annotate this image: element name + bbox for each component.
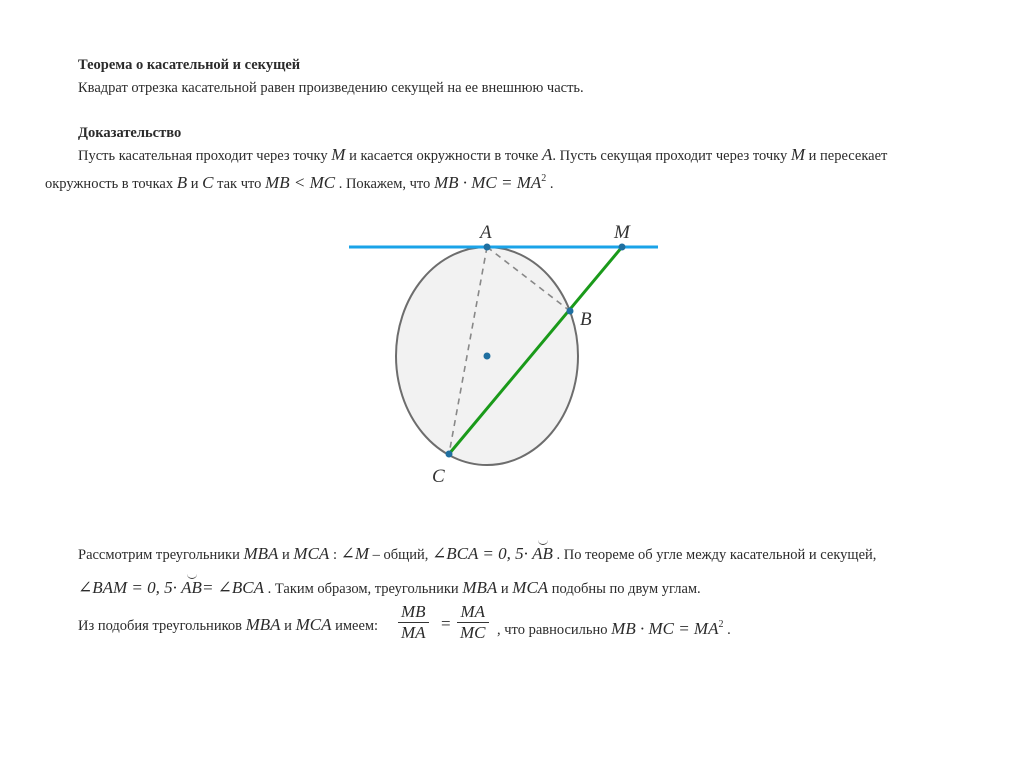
math-MCA: MCA xyxy=(512,578,549,597)
math-equals-BCA: = ∠BCA xyxy=(201,578,265,597)
text: . Покажем, что xyxy=(335,176,434,192)
math-arc-AB: AB xyxy=(181,578,202,597)
circle-center xyxy=(484,353,491,360)
reasoning-line-3-start xyxy=(78,616,378,635)
fraction-denominator: MA xyxy=(398,622,429,643)
math-angle-M: ∠M xyxy=(340,544,369,563)
fraction-MB-MA xyxy=(398,602,429,643)
proof-heading: Доказательство xyxy=(78,125,182,141)
reasoning-line-2 xyxy=(78,579,701,598)
text: подобны по двум углам. xyxy=(548,581,701,597)
theorem-statement: Квадрат отрезка касательной равен произведению секущей на ее внешнюю часть. xyxy=(78,80,584,96)
label-M: M xyxy=(614,222,630,243)
text: Пусть касательная проходит через точку xyxy=(78,148,332,164)
text: и пересекает xyxy=(805,148,888,164)
text: . Пусть секущая проходит через точку xyxy=(552,148,791,164)
label-B: B xyxy=(580,309,592,330)
text: Рассмотрим треугольники xyxy=(78,547,244,563)
label-C: C xyxy=(432,466,445,487)
math-M: M xyxy=(331,145,346,164)
text: . По теореме об угле между касательной и секущей, xyxy=(552,547,877,563)
point-B xyxy=(567,308,574,315)
math-MBA: MBA xyxy=(243,544,279,563)
exponent: 2 xyxy=(541,173,547,184)
math-C: C xyxy=(202,173,214,192)
text: . xyxy=(723,622,731,638)
point-C xyxy=(446,451,453,458)
point-A xyxy=(484,244,491,251)
reasoning-line-3-end xyxy=(497,616,731,639)
math-inequality: MB < MC xyxy=(265,173,336,192)
math-angle-BCA: ∠BCA = 0, 5· xyxy=(432,544,533,563)
text: и xyxy=(497,581,513,597)
text: Из подобия треугольников xyxy=(78,618,246,634)
point-M xyxy=(619,244,626,251)
text: окружность в точках xyxy=(45,176,177,192)
math-MCA: MCA xyxy=(293,544,330,563)
math-A: A xyxy=(541,145,553,164)
text: и xyxy=(280,618,296,634)
text: и xyxy=(278,547,294,563)
math-angle-BAM: ∠BAM = 0, 5· xyxy=(78,578,182,597)
label-A: A xyxy=(480,222,492,243)
fraction-numerator: MB xyxy=(401,602,426,621)
text: и xyxy=(187,176,203,192)
equals-sign: = xyxy=(441,614,451,633)
fraction-denominator: MC xyxy=(457,622,489,643)
math-M: M xyxy=(790,145,806,164)
math-arc-AB: AB xyxy=(532,544,553,563)
text: : xyxy=(329,547,341,563)
fraction-MA-MC xyxy=(457,602,489,643)
math-equation: MB · MC = MA xyxy=(611,619,719,638)
fraction-numerator: MA xyxy=(460,602,486,621)
text: и касается окружности в точке xyxy=(345,148,542,164)
text: – общий, xyxy=(369,547,433,563)
math-MBA: MBA xyxy=(245,615,281,634)
math-MBA: MBA xyxy=(462,578,498,597)
reasoning-line-1 xyxy=(78,545,876,564)
math-MCA: MCA xyxy=(295,615,332,634)
text: . Таким образом, треугольники xyxy=(264,581,463,597)
text: имеем: xyxy=(331,618,379,634)
math-equation: MB · MC = MA xyxy=(433,173,542,192)
math-B: B xyxy=(176,173,188,192)
exponent: 2 xyxy=(718,619,724,630)
text: , что равносильно xyxy=(497,622,612,638)
text: так что xyxy=(213,176,266,192)
text: . xyxy=(546,176,554,192)
theorem-title: Теорема о касательной и секущей xyxy=(78,57,301,73)
